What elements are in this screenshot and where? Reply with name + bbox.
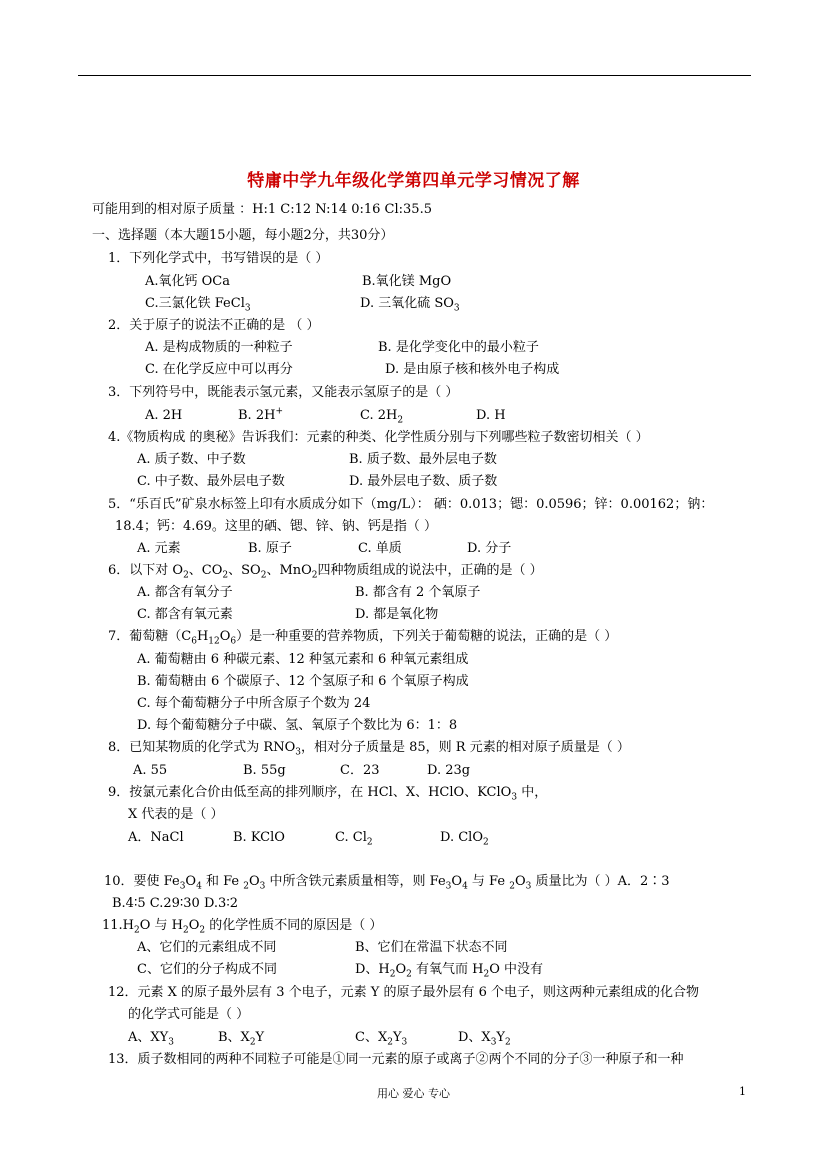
option-a: A. 2H [145, 408, 183, 423]
question-stem: 13．质子数相同的两种不同粒子可能是①同一元素的原子或离子②两个不同的分子③一种原子和一种 [108, 1052, 684, 1067]
option-b: B. 2H+ [238, 406, 283, 423]
option-c: C. 每个葡萄糖分子中所含原子个数为 24 [137, 696, 371, 711]
option-a: A. 质子数、中子数 [137, 452, 246, 467]
option-c: C. 单质 [358, 541, 402, 556]
option-a: A. 葡萄糖由 6 种碳元素、12 种氢元素和 6 种氧元素组成 [137, 652, 469, 667]
question-stem: 2．关于原子的说法不正确的是 （ ） [108, 318, 320, 333]
option-a: A、它们的元素组成不同 [137, 940, 277, 955]
option-b: B. 都含有 2 个氧原子 [355, 585, 481, 600]
option-b: B. 质子数、最外层电子数 [349, 452, 497, 467]
option-a: A．NaCl [128, 830, 184, 845]
page-footer: 用心 爱心 专心 [377, 1087, 450, 1100]
question-stem: 10．要使 $Fe_3O_4$ 和 Fe $_2O_3$ 中所含铁元素质量相等，则 $Fe_3O_4$ 与 Fe $_2O_3$ 质量比为（ ）A．2∶3 [104, 874, 670, 892]
option-c: C. 在化学反应中可以再分 [145, 362, 293, 377]
option-d: D. ClO$_2$ [440, 830, 489, 848]
page-title: 特庸中学九年级化学第四单元学习情况了解 [247, 171, 580, 191]
option-d: D. 是由原子核和核外电子构成 [385, 362, 560, 377]
option-c: C、$X_2Y_3$ [355, 1030, 408, 1048]
option-b: B. KClO [233, 830, 285, 845]
option-c: C．23 [340, 763, 380, 778]
option-a: A. 元素 [137, 541, 181, 556]
option-b: B. 是化学变化中的最小粒子 [378, 340, 539, 355]
option-c: C. $Cl_2$ [335, 830, 373, 848]
option-a: A. 都含有氧分子 [137, 585, 233, 600]
intro-line: 可能用到的相对原子质量 ：H:1 C:12 N:14 0:16 Cl:35.5 [92, 202, 432, 217]
question-stem: 5．“乐百氏”矿泉水标签上印有水质成分如下（mg/L）： 硒：0.013；锶：0.0596；锌：0.00162；钠： [108, 497, 714, 512]
option-b: B. 55g [243, 763, 286, 778]
option-a: A.氧化钙 OCa [145, 274, 231, 289]
option-d: D. 分子 [467, 541, 512, 556]
option-b: B、$X_2Y$ [218, 1030, 265, 1048]
question-stem: 8．已知某物质的化学式为 $RNO_3$，相对分子质量是 85，则 R 元素的相对原子质量是（ ） [108, 740, 630, 758]
question-stem: 3．下列符号中，既能表示氢元素，又能表示氢原子的是（ ） [108, 385, 459, 400]
option-b: B、它们在常温下状态不同 [355, 940, 508, 955]
option-d: D. 三氧化硫 $SO_3$ [360, 296, 460, 314]
question-stem: 6．以下对 $O_2$、$CO_2$、$SO_2$、MnO$_2$四种物质组成的说法中，正确的是（ ） [108, 563, 543, 581]
option-d: D. 每个葡萄糖分子中碳、氢、氧原子个数比为 6：1：8 [137, 718, 458, 733]
question-stem: 7．葡萄糖$(C_6H_{12}O_6)$是一种重要的营养物质，下列关于葡萄糖的说法，正确的是（ ） [108, 629, 618, 647]
option-d: D、$H_2O_2$ 有氧气而 $H_2O$ 中没有 [355, 962, 544, 980]
option-b: B. 葡萄糖由 6 个碳原子、12 个氢原子和 6 个氧原子构成 [137, 674, 469, 689]
option-a: A. 是构成物质的一种粒子 [145, 340, 293, 355]
question-stem-continued: 的化学式可能是（ ） [128, 1007, 250, 1022]
option-d: D、$X_3Y_2$ [458, 1030, 511, 1048]
page-number: 1 [739, 1085, 746, 1098]
option-c: C. 都含有氧元素 [137, 607, 233, 622]
option-a: A、$XY_3$ [128, 1030, 174, 1048]
option-c: C. $2H_2$ [360, 408, 404, 426]
option-d: D. 23g [427, 763, 471, 778]
question-stem-continued: 18.4；钙：4.69。这里的硒、锶、锌、钠、钙是指（ ） [115, 519, 438, 534]
question-stem: 1．下列化学式中，书写错误的是（ ） [108, 251, 329, 266]
option-c: C、它们的分子构成不同 [137, 962, 277, 977]
header-rule [78, 75, 751, 76]
question-stem: 12．元素 X 的原子最外层有 3 个电子，元素 Y 的原子最外层有 6 个电子，则这两种元素组成的化合物 [108, 985, 699, 1000]
option-d: D. 都是氧化物 [355, 607, 439, 622]
option-c: C. 中子数、最外层电子数 [137, 474, 285, 489]
option-c: C.三氯化铁 FeCl$_3$ [145, 296, 251, 314]
question-stem: 4.《物质构成 的奥秘》告诉我们：元素的种类、化学性质分别与下列哪些粒子数密切相关（ ） [108, 430, 649, 445]
option-b: B.氧化镁 MgO [362, 274, 452, 289]
question-stem: $11.H_2O$ 与 $H_2O_2$ 的化学性质不同的原因是（ ） [102, 918, 383, 936]
option-a: A. 55 [133, 763, 168, 778]
question-stem-continued: X 代表的是（ ） [128, 807, 224, 822]
option-b: B. 原子 [248, 541, 292, 556]
section-heading: 一、选择题（本大题15小题，每小题2分，共30分） [92, 228, 394, 243]
question-options-line: B.4∶5 C.29∶30 D.3∶2 [112, 896, 238, 911]
option-d: D. H [476, 408, 506, 423]
option-d: D. 最外层电子数、质子数 [349, 474, 498, 489]
question-stem: 9．按氯元素化合价由低至高的排列顺序，在 HCl、X、HClO、KClO$_3$ 中， [108, 785, 548, 803]
